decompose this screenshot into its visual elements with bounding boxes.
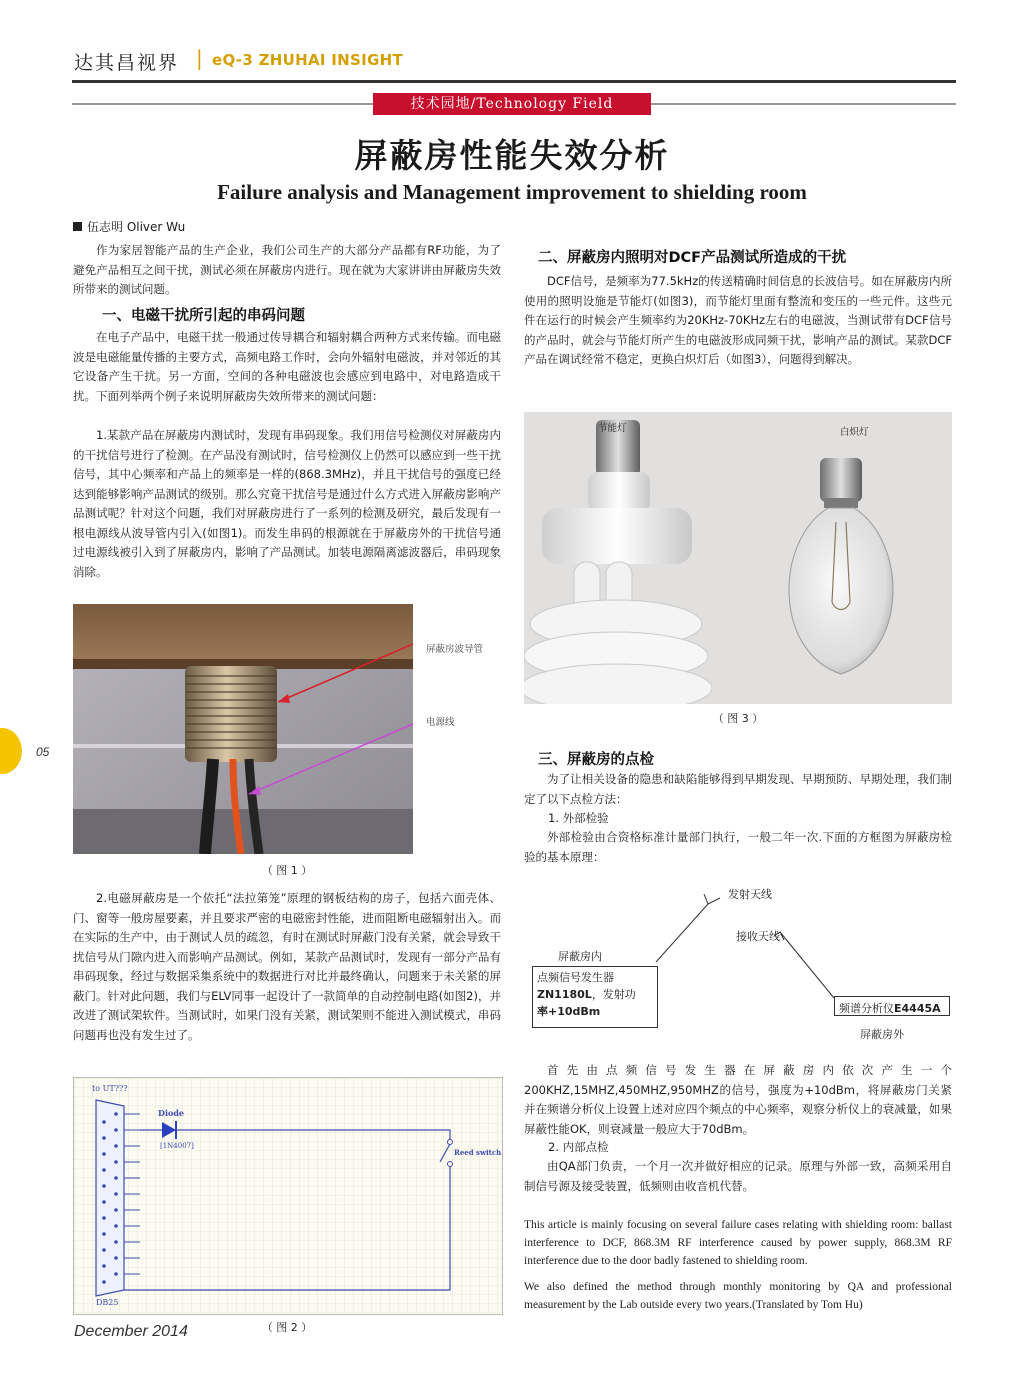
page-number: 05	[36, 745, 50, 759]
english-summary-1: This article is mainly focusing on several failure cases relating with shielding room: ballast interference to DCF, 868.3M RF interference caused by power supply, 868.3M RF interference due to the door badly fastened to shielding room.	[524, 1219, 952, 1267]
section3-paragraph-1: 为了让相关设备的隐患和缺陷能够得到早期发现、早期预防、早期处理，我们制定了以下点检方法：	[524, 772, 952, 806]
figure-1-photo	[73, 604, 413, 854]
figure-3-label-energy-saving: 节能灯	[598, 423, 627, 434]
figure-1-label-power-cable: 电源线	[426, 717, 455, 728]
circuit-diagram	[74, 1078, 502, 1314]
section1-heading: 一、电磁干扰所引起的串码问题	[102, 308, 305, 324]
signal-generator-box	[532, 966, 658, 1028]
diagram-inside-label: 屏蔽房内	[558, 950, 602, 963]
intro-paragraph: 作为家居智能产品的生产企业，我们公司生产的大部分产品都有RF功能，为了避免产品相互之间干扰，测试必须在屏蔽房内进行。现在就为大家讲讲由屏蔽房失效所带来的测试问题。	[73, 243, 501, 296]
byline	[73, 218, 185, 235]
figure-2-label-db25: DB25	[96, 1298, 119, 1307]
figure-2-caption: （ 图 2 ）	[261, 1321, 313, 1334]
article-title-en: Failure analysis and Management improvement to shielding room	[217, 180, 807, 204]
diagram-rx-antenna: 接收天线	[736, 930, 780, 943]
figure-2-label-connector-top: to UT???	[92, 1084, 128, 1093]
figure-1-label-waveguide: 屏蔽房波导管	[426, 644, 484, 655]
section1-paragraph-3: 2.电磁屏蔽房是一个依托“法拉第笼”原理的钢板结构的房子，包括六面壳体、门、窗等一般房屋要素，并且要求严密的电磁密封性能，进而阻断电磁辐射出入。而在实际的生产中，由于测试人员的疏忽，有时在测试时屏蔽门没有关紧，就会导致干扰信号从门隙内进入而影响产品测试。例如，某款产品测试时，发现有一部分产品有串码现象，经过与数据采集系统中的数据进行对比并最终确认，问题来于未关紧的屏蔽门。针对此问题，我们与ELV同事一起设计了一款简单的自动控制电路(如图2)，并改进了测试架软件。当测试时，如果门没有关紧，测试架则不能进入测试模式，串码问题再也没有发生过了。	[73, 891, 501, 1042]
diagram-outside-label: 屏蔽房外	[860, 1028, 904, 1041]
figure-3-label-incandescent: 白炽灯	[840, 427, 869, 438]
generator-line-3: 率+10dBm	[537, 1005, 601, 1018]
generator-power-prefix: ，发射功	[591, 988, 636, 1001]
figure-1-caption: （ 图 1 ）	[261, 864, 313, 877]
section1-paragraph-2: 1.某款产品在屏蔽房内测试时，发现有串码现象。我们用信号检测仪对屏蔽房内的干扰信号进行了检测。在产品没有测试时，信号检测仪上仍然可以感应到一些干扰信号，其中心频率和产品上的频率是一样的(868.3MHz)，并且干扰信号的强度已经达到能够影响产品测试的级别。那么究竟干扰信号是通过什么方式进入屏蔽房影响产品测试呢？针对这个问题，我们对屏蔽房进行了一系列的检测及研究，最后发现有一根电源线从波导管内引入(如图1)。而发生串码的根源就在于屏蔽房外的干扰信号通过电源线被引入到了屏蔽房内，影响了产品测试。加装电源隔离滤波器后，串码现象消除。	[73, 428, 501, 579]
waveguide-photo-illustration	[73, 604, 413, 854]
diagram-tx-antenna: 发射天线	[728, 888, 772, 901]
section3-heading: 三、屏蔽房的点检	[538, 752, 654, 768]
analyzer-model: E4445A	[894, 1002, 941, 1015]
generator-model: ZN1180L	[537, 988, 592, 1001]
section2-heading: 二、屏蔽房内照明对DCF产品测试所造成的干扰	[538, 250, 847, 266]
brand-name-en: eQ-3 ZHUHAI INSIGHT	[212, 51, 403, 69]
issue-date: December 2014	[74, 1323, 188, 1340]
english-summary-2: We also defined the method through monthly monitoring by QA and professional measurement by the Lab outside every two years.(Translated by Tom Hu)	[524, 1281, 952, 1311]
figure-3-photo	[524, 412, 952, 704]
section-tag: 技术园地/Technology Field	[373, 93, 651, 115]
section3-paragraph-2: 外部检验由合资格标准计量部门执行，一般二年一次.下面的方框图为屏蔽房检验的基本原理：	[524, 830, 952, 864]
bulbs-photo-illustration	[524, 412, 952, 704]
page-number-dot	[0, 728, 22, 774]
section3-paragraph-4: 由QA部门负责，一个月一次并做好相应的记录。原理与外部一致，高频采用自制信号源及接受装置，低频则由收音机代替。	[524, 1159, 952, 1193]
figure-2-circuit	[73, 1077, 503, 1315]
spectrum-analyzer-box	[834, 996, 950, 1016]
section3-item-1: 1. 外部检验	[548, 811, 609, 825]
header-rule	[72, 80, 956, 83]
section3-paragraph-3: 首先由点频信号发生器在屏蔽房内依次产生一个200KHZ,15MHZ,450MHZ,950MHZ的信号，强度为+10dBm，将屏蔽房门关紧并在频谱分析仪上设置上述对应四个频点的中心频率，观察分析仪上的衰减量，如果屏蔽性能OK，则衰减量一般应大于70dBm。	[524, 1063, 952, 1136]
figure-2-label-switch: Reed switch	[454, 1148, 502, 1157]
section3-item-2: 2. 内部点检	[548, 1140, 609, 1154]
section1-paragraph-1: 在电子产品中，电磁干扰一般通过传导耦合和辐射耦合两种方式来传输。而电磁波是电磁能量传播的主要方式，高频电路工作时，会向外辐射电磁波，并对邻近的其它设备产生干扰。另一方面，空间的各种电磁波也会感应到电路中，对电路造成干扰。下面列举两个例子来说明屏蔽房失效所带来的测试问题：	[73, 330, 501, 403]
byline-square-icon	[73, 222, 82, 231]
generator-line-1: 点频信号发生器	[537, 971, 614, 984]
author: 伍志明 Oliver Wu	[87, 220, 186, 234]
generator-line-2	[533, 985, 657, 1002]
brand-name-cn: 达其昌视界	[74, 52, 180, 74]
article-title-cn: 屏蔽房性能失效分析	[354, 136, 670, 175]
figure-2-label-part: [1N4007]	[160, 1142, 194, 1150]
figure-2-label-diode: Diode	[158, 1108, 184, 1118]
test-block-diagram	[530, 882, 954, 1048]
section2-paragraph-1: DCF信号，是频率为77.5kHz的传送精确时间信息的长波信号。如在屏蔽房内所使用的照明设施是节能灯(如图3)，而节能灯里面有整流和变压的一些元件。这些元件在运行的时候会产生频率约为20KHz-70KHz左右的电磁波，当测试带有DCF信号的产品时，就会与节能灯所产生的电磁波形成同频干扰，影响产品的测试。某款DCF产品在调试经常不稳定，更换白炽灯后（如图3），问题得到解决。	[524, 274, 952, 366]
analyzer-label: 频谱分析仪	[839, 1002, 894, 1015]
brand-separator: |	[196, 46, 203, 70]
figure-3-caption: （ 图 3 ）	[712, 712, 764, 725]
